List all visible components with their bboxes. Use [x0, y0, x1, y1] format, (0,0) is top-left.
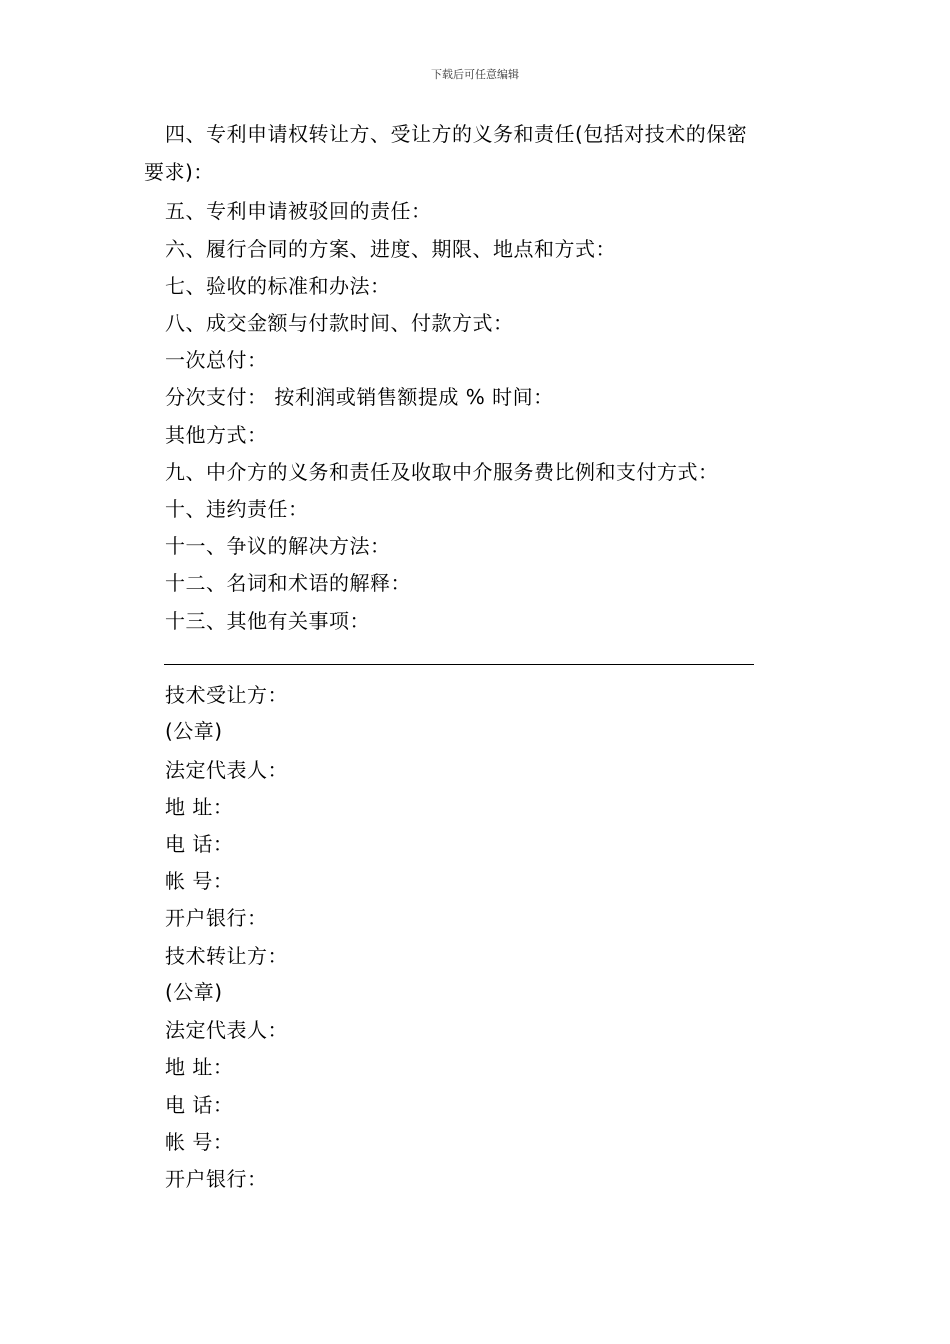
signature-divider — [164, 664, 754, 665]
clause-6: 六、履行合同的方案、进度、期限、地点和方式： — [165, 237, 616, 261]
clause-13: 十三、其他有关事项： — [165, 609, 370, 633]
assignor-legal-rep: 法定代表人： — [165, 1018, 288, 1042]
payment-installment: 分次支付： 按利润或销售额提成 % 时间： — [165, 385, 554, 409]
clause-4: 四、专利申请权转让方、受让方的义务和责任(包括对技术的保密 — [165, 122, 748, 146]
assignee-legal-rep: 法定代表人： — [165, 758, 288, 782]
page-header: 下载后可任意编辑 — [431, 68, 519, 81]
assignor-account: 帐 号： — [165, 1130, 234, 1154]
assignor-seal: (公章) — [165, 980, 223, 1004]
assignee-account: 帐 号： — [165, 869, 234, 893]
clause-10: 十、违约责任： — [165, 497, 309, 521]
assignor-title: 技术转让方： — [165, 944, 288, 968]
clause-12: 十二、名词和术语的解释： — [165, 571, 411, 595]
clause-8: 八、成交金额与付款时间、付款方式： — [165, 311, 514, 335]
clause-7: 七、验收的标准和办法： — [165, 274, 391, 298]
assignee-bank: 开户银行： — [165, 906, 268, 930]
clause-5: 五、专利申请被驳回的责任： — [165, 199, 432, 223]
payment-lump-sum: 一次总付： — [165, 348, 268, 372]
assignee-phone: 电 话： — [165, 832, 234, 856]
clause-11: 十一、争议的解决方法： — [165, 534, 391, 558]
assignor-phone: 电 话： — [165, 1093, 234, 1117]
assignee-seal: (公章) — [165, 719, 223, 743]
assignee-address: 地 址： — [165, 795, 234, 819]
assignor-bank: 开户银行： — [165, 1167, 268, 1191]
assignee-title: 技术受让方： — [165, 683, 288, 707]
clause-4-continued: 要求)： — [144, 160, 214, 184]
clause-9: 九、中介方的义务和责任及收取中介服务费比例和支付方式： — [165, 460, 719, 484]
payment-other: 其他方式： — [165, 423, 268, 447]
assignor-address: 地 址： — [165, 1055, 234, 1079]
